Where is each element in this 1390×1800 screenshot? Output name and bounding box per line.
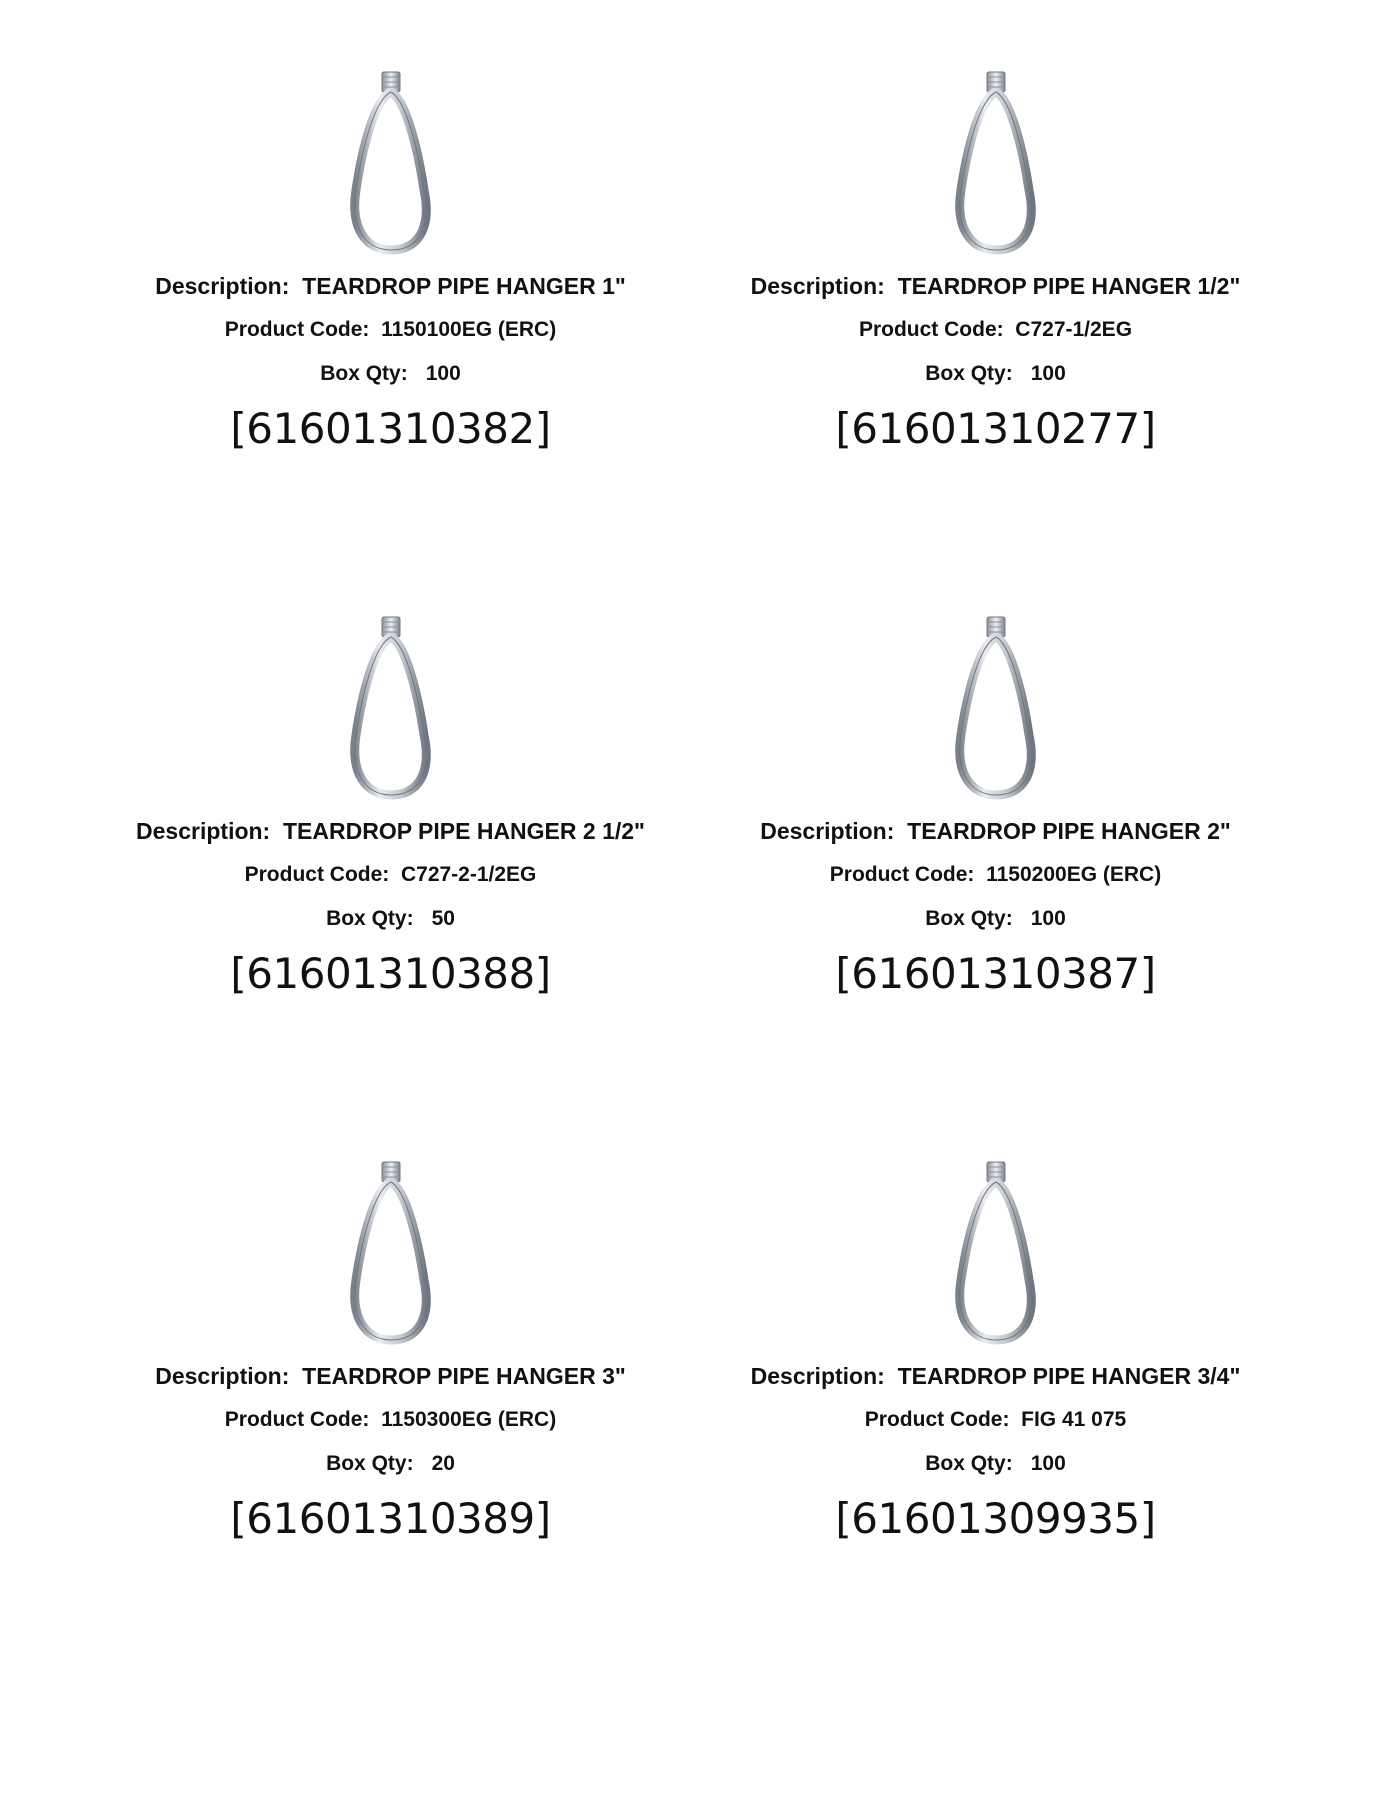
box-qty-value: 100 [1030,907,1066,930]
description-value: TEARDROP PIPE HANGER 1" [302,273,626,299]
teardrop-pipe-hanger-icon [941,1160,1051,1345]
product-code-value: 1150100EG (ERC) [381,318,557,341]
teardrop-pipe-hanger-icon [336,615,446,800]
product-description [155,273,626,300]
product-card [88,70,693,615]
barcode-number: [61601310388] [230,949,551,998]
product-code [225,318,556,342]
description-label: Description: [136,818,271,844]
description-label: Description: [760,818,895,844]
product-code [830,863,1161,887]
box-qty [320,362,461,386]
box-qty-value: 100 [1030,362,1066,385]
barcode-number: [61601310382] [230,404,551,453]
product-card [693,615,1298,1160]
description-value: TEARDROP PIPE HANGER 3/4" [897,1363,1241,1389]
description-value: TEARDROP PIPE HANGER 1/2" [897,273,1241,299]
product-code-value: C727-1/2EG [1015,318,1133,341]
product-code-label: Product Code: [224,1408,370,1431]
product-code [245,863,537,887]
product-code [225,1408,556,1432]
product-code-value: FIG 41 075 [1021,1408,1127,1431]
box-qty-label: Box Qty: [320,362,408,385]
barcode-number: [61601310389] [230,1494,551,1543]
description-label: Description: [750,1363,885,1389]
product-code-label: Product Code: [829,863,975,886]
barcode-number: [61601310277] [835,404,1156,453]
product-code-value: C727-2-1/2EG [400,863,537,886]
teardrop-pipe-hanger-icon [336,70,446,255]
box-qty-value: 50 [431,907,455,930]
product-code [865,1408,1126,1432]
product-card [88,1160,693,1705]
description-value: TEARDROP PIPE HANGER 2 1/2" [283,818,645,844]
box-qty [925,1452,1066,1476]
product-card [693,1160,1298,1705]
description-value: TEARDROP PIPE HANGER 3" [302,1363,626,1389]
box-qty-label: Box Qty: [326,907,414,930]
description-label: Description: [155,1363,290,1389]
product-code [859,318,1132,342]
product-description [751,273,1241,300]
product-description [155,1363,626,1390]
description-label: Description: [750,273,885,299]
product-description [751,1363,1241,1390]
product-code-value: 1150200EG (ERC) [986,863,1162,886]
product-code-value: 1150300EG (ERC) [381,1408,557,1431]
box-qty-value: 100 [425,362,461,385]
description-label: Description: [155,273,290,299]
product-description [136,818,645,845]
product-code-label: Product Code: [858,318,1004,341]
product-card [693,70,1298,615]
barcode-number: [61601309935] [835,1494,1156,1543]
teardrop-pipe-hanger-icon [336,1160,446,1345]
box-qty-label: Box Qty: [326,1452,414,1475]
box-qty [326,907,455,931]
description-value: TEARDROP PIPE HANGER 2" [907,818,1231,844]
box-qty [925,907,1066,931]
box-qty [326,1452,455,1476]
box-qty-label: Box Qty: [925,1452,1013,1475]
product-label-grid [96,70,1306,1670]
teardrop-pipe-hanger-icon [941,70,1051,255]
product-code-label: Product Code: [864,1408,1010,1431]
product-card [88,615,693,1160]
box-qty-label: Box Qty: [925,362,1013,385]
product-code-label: Product Code: [244,863,390,886]
product-description [760,818,1231,845]
box-qty-value: 100 [1030,1452,1066,1475]
barcode-number: [61601310387] [835,949,1156,998]
teardrop-pipe-hanger-icon [941,615,1051,800]
product-code-label: Product Code: [224,318,370,341]
box-qty-label: Box Qty: [925,907,1013,930]
box-qty [925,362,1066,386]
box-qty-value: 20 [431,1452,455,1475]
